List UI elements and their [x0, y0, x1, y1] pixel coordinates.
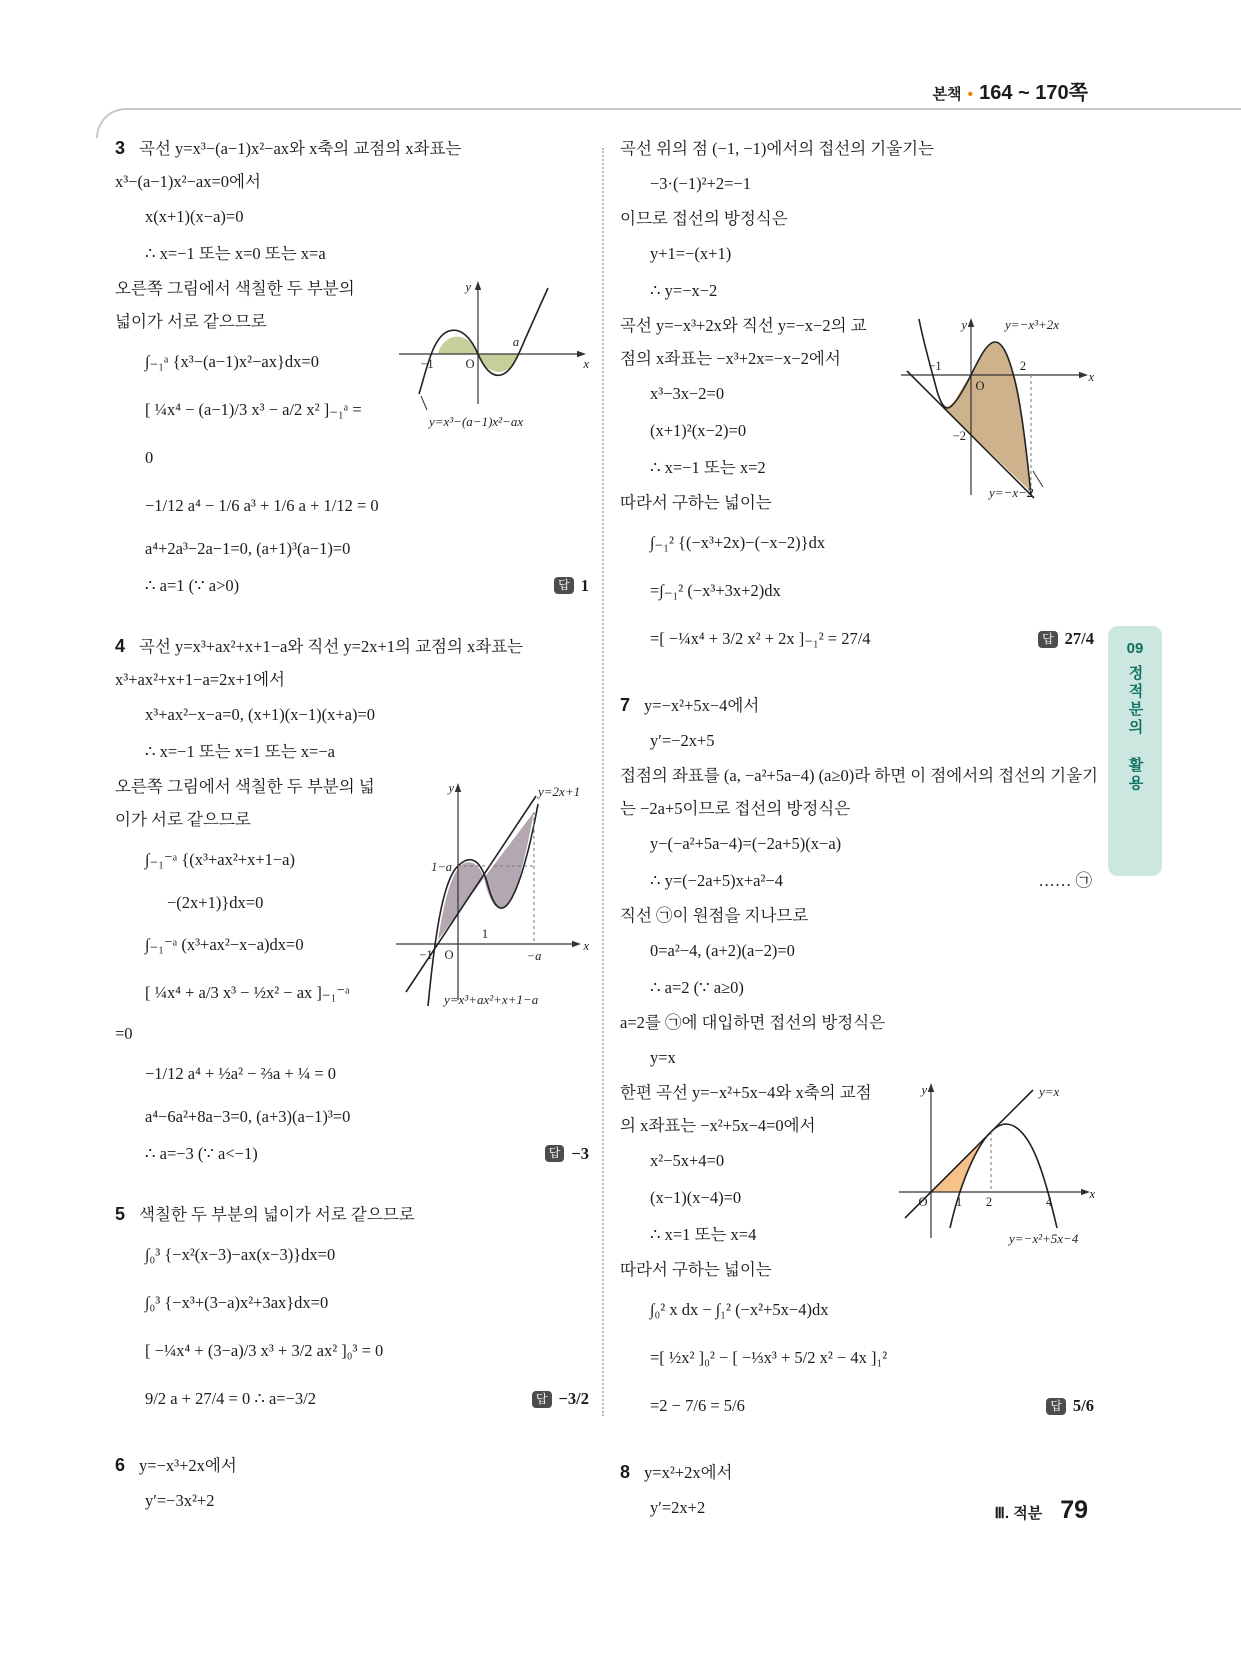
solution-line: 곡선 y=−x³+2x와 직선 y=−x−2의 교점의 x좌표는 −x³+2x=−x−2에서: [620, 316, 867, 368]
x-axis-arrow: [572, 941, 581, 947]
line-caption: y=x: [1039, 1084, 1060, 1099]
caption-pointer: [421, 396, 427, 410]
problem-number: 6: [115, 1455, 126, 1475]
answer-badge: 답: [545, 1145, 565, 1162]
problem-statement: 곡선 y=x³−(a−1)x²−ax와 x축의 교점의 x좌표는: [139, 139, 462, 158]
problem-5: [115, 1198, 593, 1423]
figure-problem-3: [383, 276, 593, 439]
math-line: ∴ y=−x−2: [650, 281, 718, 300]
page-footer: [0, 1496, 1088, 1525]
shaded-region-right: [478, 354, 518, 372]
solution-line: 오른쪽 그림에서 색칠한 두 부분의 넓이가 서로 같으므로: [115, 279, 355, 331]
tick-one: 1: [955, 1195, 963, 1209]
answer-value: 27/4: [1064, 629, 1094, 648]
answer-row: [115, 1375, 593, 1423]
y-axis-label: y: [448, 781, 454, 795]
y-axis-label: y: [465, 280, 471, 294]
math-line: ∫₀² x dx − ∫₁² (−x²+5x−4)dx: [650, 1300, 829, 1319]
figure-problem-4: [388, 774, 593, 1014]
origin-label: O: [975, 379, 985, 393]
x-axis-label: x: [1089, 1187, 1095, 1201]
line-caption: y=−x−2: [989, 485, 1034, 500]
final-step: =[ −¼x⁴ + 3/2 x² + 2x ]₋₁² = 27/4: [650, 629, 871, 648]
solution-line: 오른쪽 그림에서 색칠한 두 부분의 넓이가 서로 같으므로: [115, 777, 375, 829]
answer-badge: 답: [1038, 631, 1058, 648]
y-axis-label: y: [961, 318, 967, 332]
answer-row: [620, 1382, 1098, 1430]
problem-number: 5: [115, 1204, 126, 1224]
tick-a: a: [512, 335, 520, 349]
math-line: =[ ½x² ]₀² − [ −⅓x³ + 5/2 x² − 4x ]₁²: [650, 1348, 888, 1367]
parabola-curve: [950, 1124, 1057, 1228]
origin-label: O: [918, 1195, 928, 1209]
problem-statement: y=x²+2x에서: [644, 1463, 733, 1482]
math-line: −(2x+1)}dx=0: [167, 893, 264, 912]
math-line: y=x: [650, 1048, 676, 1067]
solution-line: x³−(a−1)x²−ax=0에서: [115, 172, 261, 191]
math-line: ∴ x=−1 또는 x=2: [650, 458, 766, 477]
answer-row: [115, 567, 593, 604]
answer-value: −3: [571, 1144, 589, 1163]
answer-badge: 답: [1046, 1398, 1066, 1415]
curve-caption: y=x³−(a−1)x²−ax: [429, 414, 524, 429]
answer: [532, 1375, 593, 1423]
shaded-region: [941, 342, 1030, 491]
solution-line: 직선 ㉠이 원점을 지나므로: [620, 906, 809, 925]
math-line: x³−3x−2=0: [650, 384, 725, 403]
math-line: (x+1)²(x−2)=0: [650, 421, 747, 440]
math-line: ∫₀³ {−x³+(3−a)x²+3ax}dx=0: [145, 1293, 329, 1312]
solution-line: 이므로 접선의 방정식은: [620, 209, 788, 228]
answer-row: [115, 1135, 593, 1172]
math-line: ∫₀³ {−x²(x−3)−ax(x−3)}dx=0: [145, 1245, 336, 1264]
answer: [554, 567, 593, 604]
problem-statement: y=−x³+2x에서: [139, 1456, 237, 1475]
math-line: y′=−3x²+2: [145, 1491, 215, 1510]
origin-label: O: [444, 948, 454, 962]
curve-caption: y=−x³+2x: [1005, 317, 1060, 332]
answer-value: −3/2: [558, 1389, 589, 1408]
math-line: ∴ x=1 또는 x=4: [650, 1225, 757, 1244]
answer-value: 5/6: [1072, 1396, 1094, 1415]
equation-mark: …… ㉠: [1038, 871, 1092, 890]
math-line: ∫₋₁² {(−x³+2x)−(−x−2)}dx: [650, 533, 826, 552]
solution-line: 따라서 구하는 넓이는: [620, 1260, 772, 1279]
problem-statement-row: [115, 1198, 593, 1231]
math-line: −1/12 a⁴ + ½a² − ⅔a + ¼ = 0: [145, 1064, 337, 1083]
solution-line: a=2를 ㉠에 대입하면 접선의 방정식은: [620, 1013, 886, 1032]
tick-four: 4: [1045, 1195, 1053, 1209]
shaded-region-left: [438, 337, 478, 354]
math-line: (x−1)(x−4)=0: [650, 1188, 742, 1207]
problem-statement: 색칠한 두 부분의 넓이가 서로 같으므로: [139, 1205, 415, 1224]
math-line: =0: [115, 1024, 133, 1043]
x-axis-arrow: [1079, 372, 1088, 378]
answer-badge: 답: [532, 1391, 552, 1408]
math-line: x(x+1)(x−a)=0: [145, 207, 244, 226]
answer-value: 1: [580, 576, 589, 595]
problem-statement-row: [115, 1449, 593, 1482]
tick-two: 2: [985, 1195, 993, 1209]
problem-statement: 곡선 y=x³+ax²+x+1−a와 직선 y=2x+1의 교점의 x좌표는 x³+ax²+x+1−a=2x+1에서: [115, 637, 524, 689]
math-line: ∴ a=2 (∵ a≥0): [650, 978, 744, 997]
y-axis-arrow: [455, 783, 461, 792]
math-line: y+1=−(x+1): [650, 244, 732, 263]
answer-row: [620, 615, 1098, 663]
cubic-curve: [419, 288, 548, 394]
problem-statement-row: [620, 689, 1098, 722]
math-line: ∴ y=(−2a+5)x+a²−4: [650, 871, 783, 890]
math-line: −1/12 a⁴ − 1/6 a³ + 1/6 a + 1/12 = 0: [145, 496, 379, 515]
math-line: x²−5x+4=0: [650, 1151, 725, 1170]
solution-line: 접점의 좌표를 (a, −a²+5a−4) (a≥0)라 하면 이 점에서의 접선의 기울기는 −2a+5이므로 접선의 방정식은: [620, 766, 1098, 818]
header-page-range: 164 ~ 170쪽: [979, 82, 1088, 104]
problem-statement-row: [115, 132, 593, 165]
y-axis-arrow: [475, 281, 481, 290]
chapter-number: 09: [1126, 640, 1144, 657]
equation-with-mark: [620, 862, 1098, 899]
y-intercept-label: 1−a: [431, 860, 452, 874]
curve-caption: y=−x²+5x−4: [1009, 1231, 1079, 1246]
tick-one: 1: [481, 927, 489, 941]
math-line: a⁴+2a³−2a−1=0, (a+1)³(a−1)=0: [145, 539, 351, 558]
math-line: 0=a²−4, (a+2)(a−2)=0: [650, 941, 795, 960]
final-step: =2 − 7/6 = 5/6: [650, 1396, 745, 1415]
figure-problem-6: [893, 313, 1098, 506]
tick-minus1: −1: [419, 948, 433, 962]
shaded-lens-right: [484, 812, 534, 908]
answer: [545, 1135, 593, 1172]
tangent-line: [406, 796, 536, 992]
y-axis-label: y: [921, 1083, 927, 1097]
header-bullet: •: [967, 86, 974, 103]
math-line: y′=2x+2: [650, 1498, 706, 1517]
tick-minus1: −1: [420, 357, 434, 371]
final-step: 9/2 a + 27/4 = 0 ∴ a=−3/2: [145, 1389, 316, 1408]
x-axis-label: x: [583, 357, 589, 371]
column-divider: [602, 148, 604, 1416]
y-axis-arrow: [968, 318, 974, 327]
problem-number: 8: [620, 1462, 631, 1482]
math-line: y′=−2x+5: [650, 731, 715, 750]
problem-7: [620, 689, 1098, 1430]
tick-two: 2: [1019, 359, 1027, 373]
math-line: ∴ x=−1 또는 x=0 또는 x=a: [145, 244, 326, 263]
left-column: [115, 132, 593, 1545]
math-line: x³+ax²−x−a=0, (x+1)(x−1)(x+a)=0: [145, 705, 376, 724]
page-header: [0, 76, 1088, 105]
caption-pointer: [1033, 471, 1043, 487]
tick-minus-a: −a: [526, 949, 542, 963]
origin-label: O: [465, 357, 475, 371]
solution-line: 곡선 위의 점 (−1, −1)에서의 접선의 기울기는: [620, 139, 935, 158]
math-line: [ −¼x⁴ + (3−a)/3 x³ + 3/2 ax² ]₀³ = 0: [145, 1341, 384, 1360]
math-line: ∴ x=−1 또는 x=1 또는 x=−a: [145, 742, 335, 761]
figure-problem-7: [893, 1080, 1098, 1253]
tick-minus2: −2: [952, 429, 966, 443]
tick-minus1: −1: [928, 359, 942, 373]
solution-line: 따라서 구하는 넓이는: [620, 493, 772, 512]
footer-section-label: Ⅲ. 적분: [994, 1505, 1043, 1522]
problem-6-continued: [620, 132, 1098, 663]
x-axis-label: x: [583, 939, 589, 953]
answer: [1046, 1382, 1098, 1430]
problem-statement-row: [620, 1456, 1098, 1489]
problem-number: 4: [115, 636, 126, 656]
math-line: y−(−a²+5a−4)=(−2a+5)(x−a): [650, 834, 842, 853]
solution-line: 한편 곡선 y=−x²+5x−4와 x축의 교점의 x좌표는 −x²+5x−4=0에서: [620, 1083, 872, 1135]
math-line: a⁴−6a²+8a−3=0, (a+3)(a−1)³=0: [145, 1107, 351, 1126]
math-line: ∫₋₁ᵃ {x³−(a−1)x²−ax}dx=0: [145, 352, 319, 371]
answer-badge: 답: [554, 577, 574, 594]
right-column: [620, 132, 1098, 1552]
math-line: ∫₋₁⁻ᵃ (x³+ax²−x−a)dx=0: [145, 935, 304, 954]
line-caption: y=2x+1: [538, 784, 581, 799]
y-axis-arrow: [928, 1083, 934, 1092]
math-line: −3·(−1)²+2=−1: [650, 174, 751, 193]
problem-3: [115, 132, 593, 604]
math-line: [ ¼x⁴ − (a−1)/3 x³ − a/2 x² ]₋₁ᵃ = 0: [145, 400, 362, 467]
math-line: ∫₋₁⁻ᵃ {(x³+ax²+x+1−a): [145, 850, 295, 869]
x-axis-label: x: [1088, 370, 1094, 384]
problem-number: 3: [115, 138, 126, 158]
problem-number: 7: [620, 695, 631, 715]
final-step: ∴ a=1 (∵ a>0): [145, 576, 240, 595]
footer-page-number: 79: [1060, 1496, 1088, 1524]
problem-4: [115, 630, 593, 1172]
header-book-label: 본책: [932, 86, 962, 103]
chapter-side-tab: [1108, 626, 1162, 876]
problem-statement-row: [115, 630, 593, 696]
chapter-title: 정적분의 활용: [1126, 665, 1144, 793]
math-line: =∫₋₁² (−x³+3x+2)dx: [650, 581, 781, 600]
answer: [1038, 615, 1098, 663]
curve-caption: y=x³+ax²+x+1−a: [444, 992, 539, 1007]
problem-statement: y=−x²+5x−4에서: [644, 696, 760, 715]
math-line: [ ¼x⁴ + a/3 x³ − ½x² − ax ]₋₁⁻ᵃ: [145, 983, 350, 1002]
final-step: ∴ a=−3 (∵ a<−1): [145, 1144, 258, 1163]
